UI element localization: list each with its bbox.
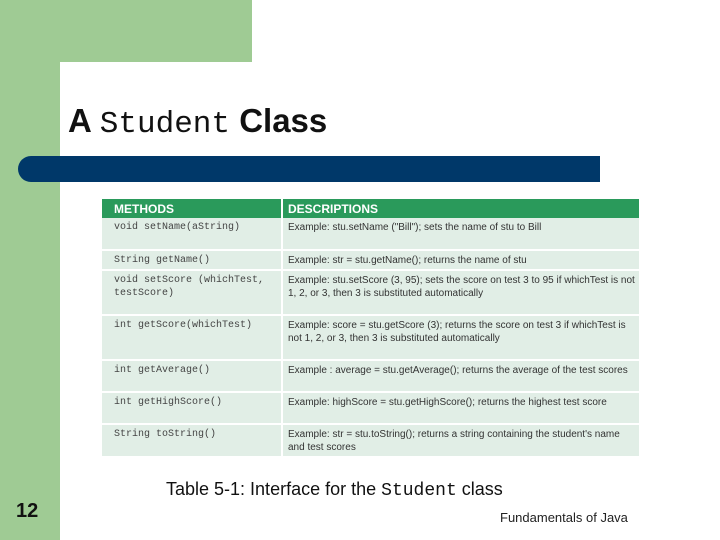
method-cell: String toString() — [102, 424, 282, 457]
method-cell: int getAverage() — [102, 360, 282, 392]
description-cell: Example: highScore = stu.getHighScore(); returns the highest test score — [282, 392, 639, 424]
description-cell: Example: score = stu.getScore (3); returns the score on test 3 if whichTest is not 1, 2, or 3, then 3 is substituted automatically — [282, 315, 639, 360]
page-number: 12 — [16, 500, 39, 522]
description-cell: Example : average = stu.getAverage(); returns the average of the test scores — [282, 360, 639, 392]
method-cell: int getHighScore() — [102, 392, 282, 424]
table-row — [102, 424, 639, 457]
method-cell: String getName() — [102, 250, 282, 270]
method-cell: void setName(aString) — [102, 218, 282, 250]
title-underline-bar — [18, 156, 600, 182]
caption-code: Student — [381, 481, 457, 501]
table-header-row — [102, 199, 639, 218]
table-row — [102, 218, 639, 250]
table-row — [102, 315, 639, 360]
table-row — [102, 392, 639, 424]
description-cell: Example: str = stu.getName(); returns the name of stu — [282, 250, 639, 270]
left-decor-stripe — [0, 0, 60, 540]
table-row — [102, 360, 639, 392]
method-cell: int getScore(whichTest) — [102, 315, 282, 360]
footer-text: Fundamentals of Java — [500, 510, 628, 525]
slide-title-prefix: A — [68, 102, 91, 139]
slide-title-code: Student — [99, 107, 231, 142]
table-row — [102, 250, 639, 270]
caption-suffix: class — [461, 479, 503, 499]
interface-table — [102, 199, 639, 461]
top-decor-block — [0, 0, 252, 62]
description-cell: Example: stu.setScore (3, 95); sets the score on test 3 to 95 if whichTest is not 1, 2, or 3, then 3 is substituted automatically — [282, 270, 639, 315]
table-row — [102, 270, 639, 315]
slide-title — [68, 102, 327, 142]
header-methods: METHODS — [102, 199, 282, 218]
slide-title-suffix: Class — [239, 102, 328, 139]
method-cell: void setScore (whichTest, testScore) — [102, 270, 282, 315]
description-cell: Example: str = stu.toString(); returns a string containing the student's name and test scores — [282, 424, 639, 457]
caption-prefix: Table 5-1: Interface for the — [166, 479, 377, 499]
description-cell: Example: stu.setName ("Bill"); sets the name of stu to Bill — [282, 218, 639, 250]
table-caption — [166, 479, 503, 501]
header-descriptions: DESCRIPTIONS — [282, 199, 639, 218]
